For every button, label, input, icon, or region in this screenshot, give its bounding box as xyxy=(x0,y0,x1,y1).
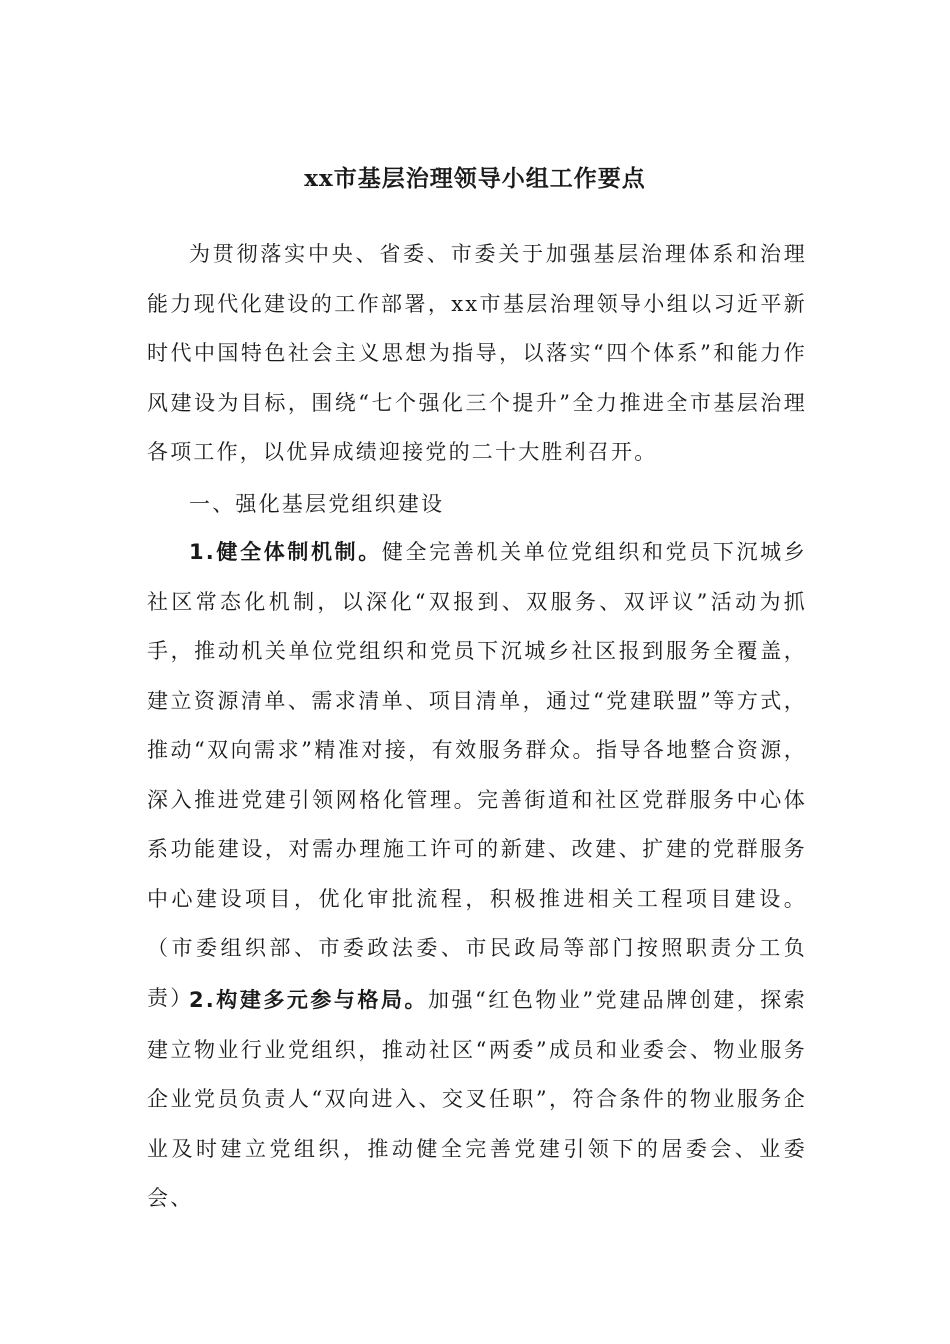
item-paragraph-2 xyxy=(147,976,807,1224)
intro-paragraph: 为贯彻落实中央、省委、市委关于加强基层治理体系和治理能力现代化建设的工作部署，xx市基层治理领导小组以习近平新时代中国特色社会主义思想为指导，以落实“四个体系”和能力作风建设为目标，围绕“七个强化三个提升”全力推进全市基层治理各项工作，以优异成绩迎接党的二十大胜利召开。 xyxy=(147,242,807,464)
intro-block xyxy=(147,230,807,478)
item-paragraph-1 xyxy=(147,528,807,1023)
section-heading: 一、强化基层党组织建设 xyxy=(189,492,445,516)
document-title: xx市基层治理领导小组工作要点 xyxy=(304,165,646,192)
item-text-1: 健全完善机关单位党组织和党员下沉城乡社区常态化机制，以深化“双报到、双服务、双评议”活动为抓手，推动机关单位党组织和党员下沉城乡社区报到服务全覆盖，建立资源清单、需求清单、项目清单，通过“党建联盟”等方式，推动“双向需求”精准对接，有效服务群众。指导各地整合资源，深入推进党建引领网格化管理。完善街道和社区党群服务中心体系功能建设，对需办理施工许可的新建、改建、扩建的党群服务中心建设项目，优化审批流程，积极推进相关工程项目建设。（市委组织部、市委政法委、市民政局等部门按照职责分工负责） xyxy=(147,540,808,1010)
item-1-block xyxy=(147,528,807,1023)
item-lead-2: 2.构建多元参与格局。 xyxy=(189,988,428,1012)
item-text-2: 加强“红色物业”党建品牌创建，探索建立物业行业党组织，推动社区“两委”成员和业委会、物业服务企业党员负责人“双向进入、交叉任职”，符合条件的物业服务企业及时建立党组织，推动健全完善党建引领下的居委会、业委会、 xyxy=(147,988,807,1210)
section-one-heading-block xyxy=(147,480,807,530)
item-2-block xyxy=(147,976,807,1224)
item-lead-1: 1.健全体制机制。 xyxy=(189,540,382,564)
